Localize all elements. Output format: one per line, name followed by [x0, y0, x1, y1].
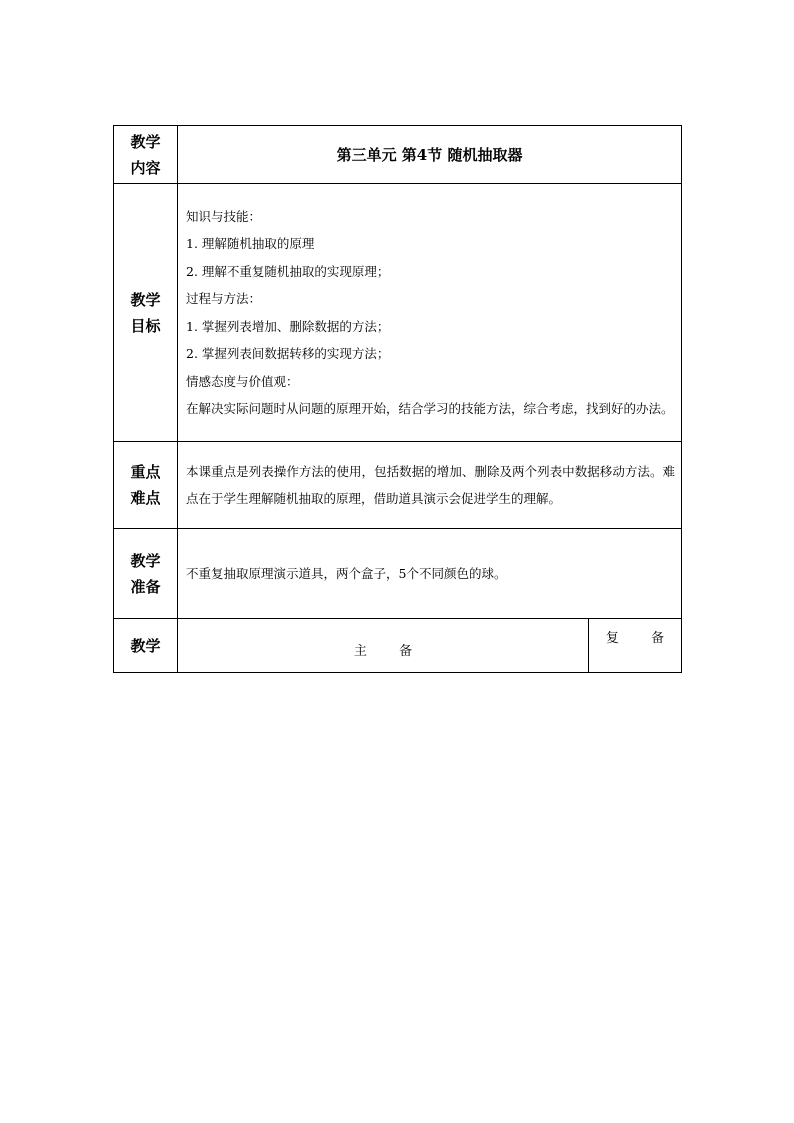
label-line: 教学 — [130, 132, 161, 151]
goals-line: 情感态度与价值观： — [186, 373, 299, 389]
main-prep-char: 主 — [353, 644, 367, 659]
label-line: 教学 — [130, 290, 161, 309]
label-teaching-process: 教学 — [114, 619, 178, 673]
row-teaching-preparation — [114, 529, 682, 619]
row-key-difficult-points — [114, 442, 682, 529]
goals-line: 知识与技能： — [186, 208, 262, 224]
label-line: 准备 — [130, 577, 161, 596]
row-teaching-content — [114, 126, 682, 184]
key-points-content — [178, 442, 682, 529]
label-line: 难点 — [130, 489, 161, 507]
row-teaching-process — [114, 619, 682, 673]
label-line: 目标 — [130, 316, 161, 335]
label-key-difficult — [114, 442, 178, 529]
review-prep-char: 复 — [605, 631, 619, 646]
goals-line: 过程与方法： — [186, 291, 262, 306]
label-teaching-content — [114, 126, 178, 184]
label-teaching-goals — [114, 184, 178, 442]
key-points-text: 本课重点是列表操作方法的使用，包括数据的增加、删除及两个列表中数据移动方法。难点在于学生理解随机抽取的原理，借助道具演示会促进学生的理解。 — [186, 463, 676, 506]
main-prep-char: 备 — [399, 644, 413, 659]
review-prep-header — [589, 619, 682, 673]
label-line: 内容 — [130, 158, 161, 177]
label-line: 教学 — [130, 551, 161, 570]
goals-line: 1. 理解随机抽取的原理 — [186, 236, 315, 251]
goals-content — [178, 184, 682, 442]
goals-line: 2. 掌握列表间数据转移的实现方法； — [186, 346, 390, 361]
goals-line: 1. 掌握列表增加、删除数据的方法； — [186, 318, 390, 334]
label-line: 重点 — [130, 463, 161, 481]
label-teaching-preparation — [114, 529, 178, 619]
preparation-content — [178, 529, 682, 619]
row-teaching-goals — [114, 184, 682, 442]
goals-line: 2. 理解不重复随机抽取的实现原理； — [186, 263, 390, 279]
goals-line: 在解决实际问题时从问题的原理开始，结合学习的技能方法，综合考虑，找到好的办法。 — [186, 401, 674, 416]
lesson-plan-table — [113, 125, 682, 673]
review-prep-char: 备 — [651, 631, 665, 646]
preparation-text: 不重复抽取原理演示道具，两个盒子，5个不同颜色的球。 — [186, 565, 507, 581]
lesson-title: 第三单元 第4节 随机抽取器 — [178, 126, 682, 184]
main-prep-header — [178, 619, 589, 673]
